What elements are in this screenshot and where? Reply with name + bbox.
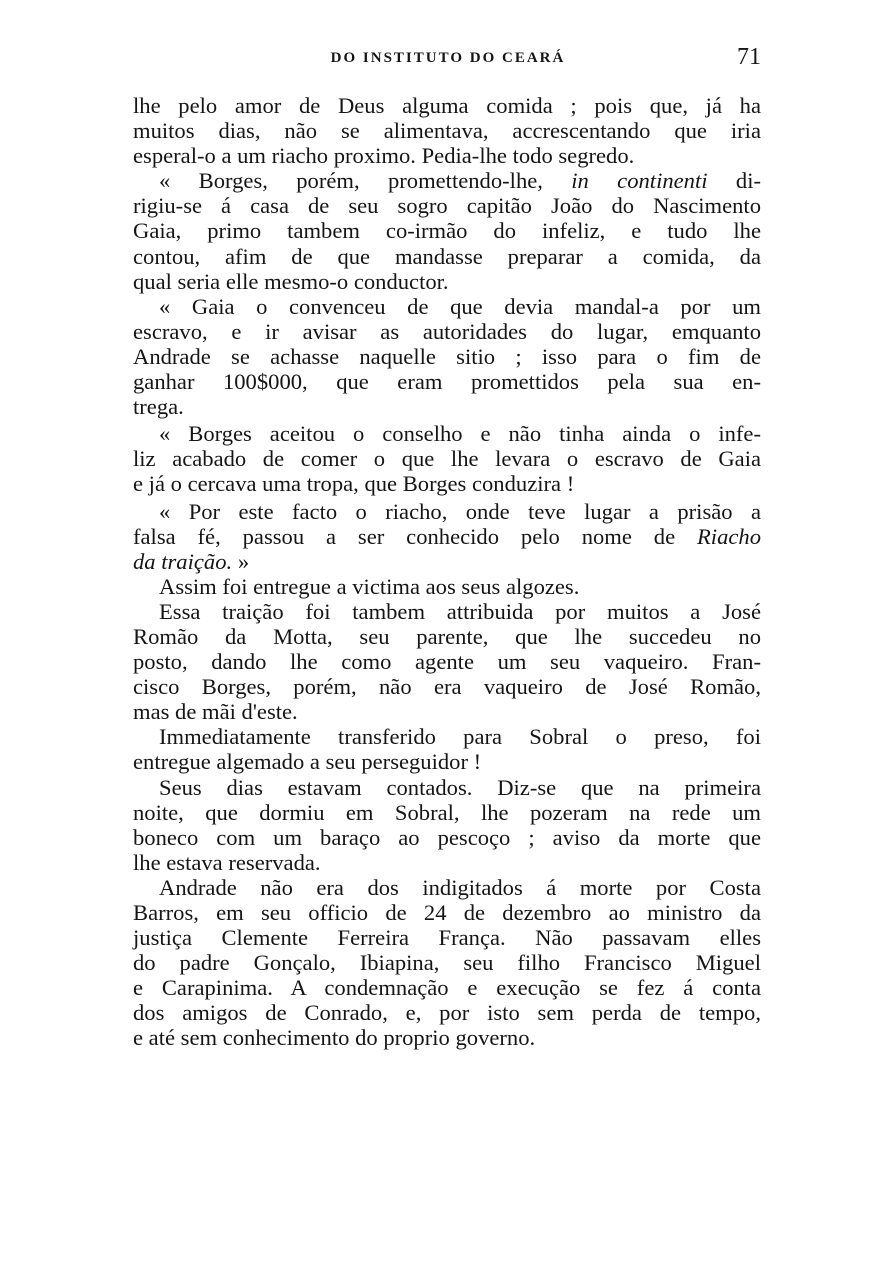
text-line: dos amigos de Conrado, e, por isto sem perda de tempo, [133, 1000, 761, 1026]
paragraph-9 [133, 775, 761, 875]
text-line [133, 168, 761, 193]
italic-phrase: Riacho [697, 523, 761, 549]
text-line: cisco Borges, porém, não era vaqueiro de José Romão, [133, 674, 761, 700]
text-line: Immediatamente transferido para Sobral o preso, foi [159, 724, 761, 750]
text-line: contou, afim de que mandasse preparar a comida, da [133, 243, 761, 269]
text-line: Assim foi entregue a victima aos seus algozes. [159, 573, 580, 599]
italic-phrase: in continenti [571, 168, 708, 194]
running-title: DO INSTITUTO DO CEARÁ [330, 50, 566, 66]
paragraph-10 [133, 875, 761, 1051]
text-line: Seus dias estavam contados. Diz-se que na primeira [159, 774, 761, 800]
paragraph-3 [133, 294, 761, 419]
text-line: lhe pelo amor de Deus alguma comida ; pois que, já ha [133, 93, 761, 118]
page-header [133, 44, 763, 74]
paragraph-1 [133, 93, 761, 168]
paragraph-8 [133, 724, 761, 774]
text-line: Barros, em seu officio de 24 de dezembro ao ministro da [133, 900, 761, 925]
paragraph-7 [133, 599, 761, 724]
paragraph-2 [133, 168, 761, 293]
text-line: justiça Clemente Ferreira França. Não passavam elles [133, 925, 761, 951]
text-line: Gaia, primo tambem co-irmão do infeliz, e tudo lhe [133, 218, 761, 244]
text-line: noite, que dormiu em Sobral, lhe pozeram na rede um [133, 799, 761, 825]
body-text [133, 93, 761, 1051]
text-line: entregue algemado a seu perseguidor ! [133, 749, 482, 775]
text-line: « Borges aceitou o conselho e não tinha ainda o infe- [159, 421, 761, 447]
italic-phrase: da traição. [133, 548, 233, 574]
text-line: e Carapinima. A condemnação e execução se fez á conta [133, 975, 761, 1001]
text-span: falsa fé, passou a ser conhecido pelo nome de [133, 523, 676, 549]
text-line: e até sem conhecimento do proprio governo. [133, 1025, 536, 1051]
paragraph-5 [133, 499, 761, 574]
text-line [133, 549, 761, 574]
text-line: « Por este facto o riacho, onde teve lugar a prisão a [159, 498, 761, 524]
text-line: e já o cercava uma tropa, que Borges conduzira ! [133, 471, 575, 497]
text-line: mas de mãi d'este. [133, 699, 298, 725]
text-line: escravo, e ir avisar as autoridades do lugar, emquanto [133, 318, 761, 344]
text-line: Andrade não era dos indigitados á morte por Costa [159, 874, 761, 900]
text-span: di- [735, 168, 761, 194]
text-line: boneco com um baraço ao pescoço ; aviso da morte que [133, 824, 761, 850]
text-line: lhe estava reservada. [133, 849, 321, 875]
text-line: trega. [133, 394, 184, 420]
text-line: liz acabado de comer o que lhe levara o escravo de Gaia [133, 446, 761, 472]
text-span: « Borges, porém, promettendo-lhe, [159, 168, 543, 194]
paragraph-4 [133, 421, 761, 496]
text-line: « Gaia o convenceu de que devia mandal-a por um [159, 293, 761, 319]
text-line: posto, dando lhe como agente um seu vaqueiro. Fran- [133, 649, 761, 675]
text-line: rigiu-se á casa de seu sogro capitão João do Nascimento [133, 193, 761, 219]
text-line: Essa traição foi tambem attribuida por muitos a José [159, 598, 761, 624]
text-line: muitos dias, não se alimentava, accrescentando que iria [133, 118, 761, 144]
paragraph-6 [133, 574, 761, 599]
text-line: do padre Gonçalo, Ibiapina, seu filho Francisco Miguel [133, 950, 761, 976]
text-line: ganhar 100$000, que eram promettidos pela sua en- [133, 369, 761, 395]
text-line: Romão da Motta, seu parente, que lhe succedeu no [133, 623, 761, 649]
text-line [133, 524, 761, 549]
text-line: qual seria elle mesmo-o conductor. [133, 268, 449, 294]
text-line: esperal-o a um riacho proximo. Pedia-lhe todo segredo. [133, 143, 635, 169]
text-span: » [237, 548, 250, 574]
page-number: 71 [737, 44, 761, 70]
text-line: Andrade se achasse naquelle sitio ; isso para o fim de [133, 343, 761, 369]
